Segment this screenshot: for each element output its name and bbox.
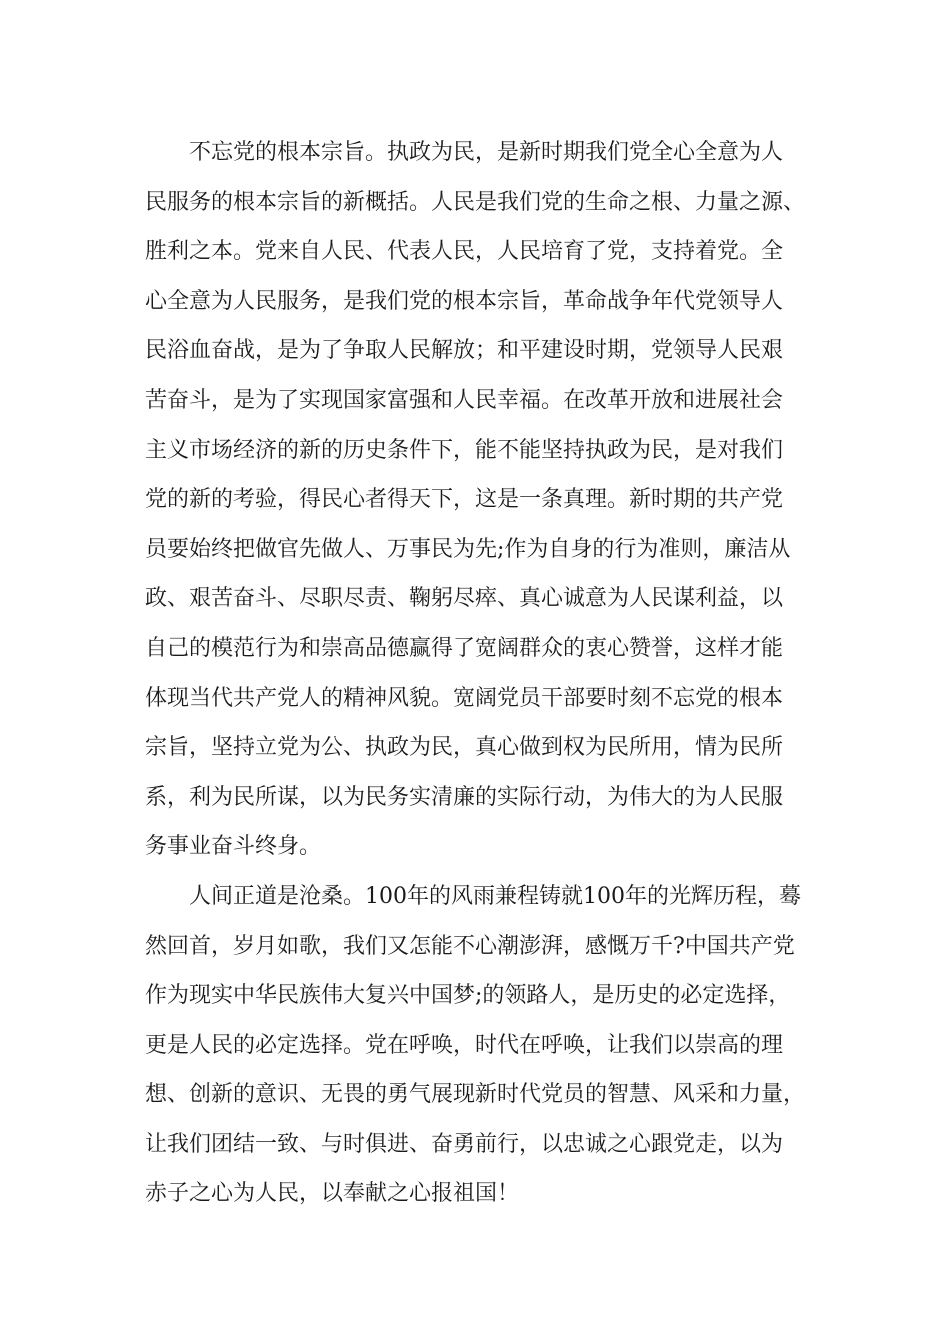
text-line: 主义市场经济的新的历史条件下，能不能坚持执政为民，是对我们 <box>145 437 784 463</box>
text-line: 然回首，岁月如歌，我们又怎能不心潮澎湃，感慨万千?中国共产党 <box>145 933 795 959</box>
paragraph-1 <box>145 128 825 872</box>
text-line: 让我们团结一致、与时俱进、奋勇前行，以忠诚之心跟党走，以为 <box>145 1131 784 1157</box>
text-line: 更是人民的必定选择。党在呼唤，时代在呼唤，让我们以崇高的理 <box>145 1032 784 1058</box>
text-line: 宗旨，坚持立党为公、执政为民，真心做到权为民所用，情为民所 <box>145 735 784 761</box>
text-line: 自己的模范行为和崇高品德赢得了宽阔群众的衷心赞誉，这样才能 <box>145 635 784 661</box>
text-line: 员要始终把做官先做人、万事民为先;作为自身的行为准则，廉洁从 <box>145 536 791 562</box>
text-line: 想、创新的意识、无畏的勇气展现新时代党员的智慧、风采和力量， <box>145 1082 806 1108</box>
text-line: 民服务的根本宗旨的新概括。人民是我们党的生命之根、力量之源、 <box>145 189 806 215</box>
text-line: 务事业奋斗终身。 <box>145 834 322 860</box>
text-line: 体现当代共产党人的精神风貌。宽阔党员干部要时刻不忘党的根本 <box>145 685 784 711</box>
paragraph-2 <box>145 872 825 1219</box>
text-line: 作为现实中华民族伟大复兴中国梦;的领路人，是历史的必定选择， <box>145 983 791 1009</box>
text-line: 心全意为人民服务，是我们党的根本宗旨，革命战争年代党领导人 <box>145 288 784 314</box>
text-line: 苦奋斗，是为了实现国家富强和人民幸福。在改革开放和进展社会 <box>145 387 784 413</box>
text-line: 政、艰苦奋斗、尽职尽责、鞠躬尽瘁、真心诚意为人民谋利益，以 <box>145 586 784 612</box>
text-line: 民浴血奋战，是为了争取人民解放；和平建设时期，党领导人民艰 <box>145 338 784 364</box>
text-line: 系，利为民所谋，以为民务实清廉的实际行动，为伟大的为人民服 <box>145 784 784 810</box>
text-line: 党的新的考验，得民心者得天下，这是一条真理。新时期的共产党 <box>145 487 784 513</box>
text-line: 人间正道是沧桑。100年的风雨兼程铸就100年的光辉历程，蓦 <box>189 883 801 909</box>
text-line: 不忘党的根本宗旨。执政为民，是新时期我们党全心全意为人 <box>189 140 784 165</box>
text-line: 胜利之本。党来自人民、代表人民，人民培育了党，支持着党。全 <box>145 239 784 265</box>
text-line: 赤子之心为人民，以奉献之心报祖国！ <box>145 1181 520 1207</box>
document-body <box>145 128 825 1219</box>
